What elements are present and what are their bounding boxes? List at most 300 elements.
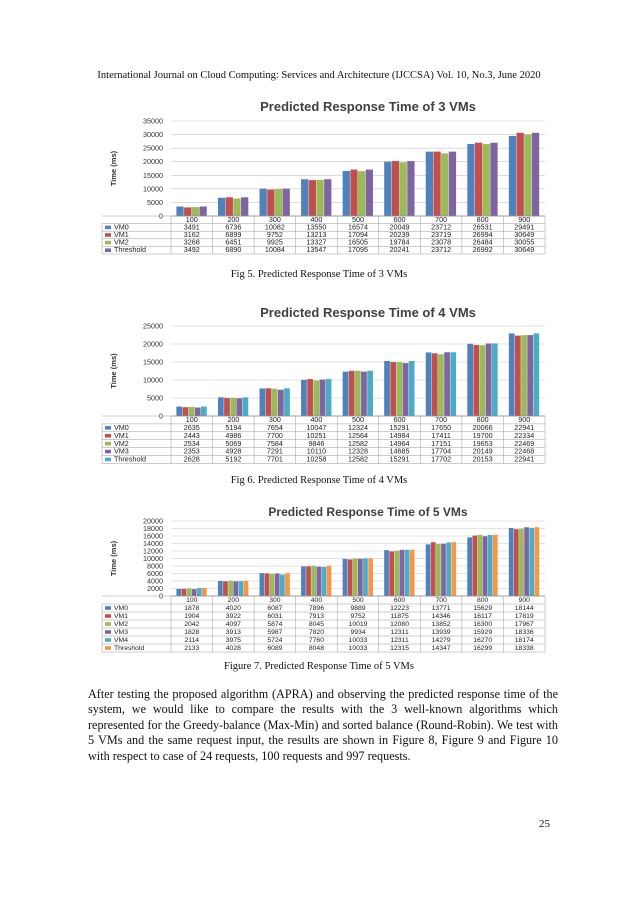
data-label: 18336 [514,629,534,637]
bar-vm0-400 [301,179,308,216]
x-tick-label: 900 [518,597,530,605]
data-label: 12328 [348,446,368,456]
data-label: 23719 [431,230,452,239]
data-label: 3922 [225,613,241,621]
bar-vm2-300 [270,574,275,596]
data-label: 9925 [266,237,283,247]
bar-vm2-900 [521,335,527,416]
bar-vm0-900 [509,136,516,216]
bar-vm2-200 [233,198,240,216]
chart-svg [92,97,548,265]
bar-threshold-800 [492,343,498,416]
data-label: 19784 [389,237,410,247]
data-label: 20149 [472,446,493,456]
legend-label: VM3 [114,629,128,637]
y-tick-label: 5000 [147,197,163,207]
bar-vm2-500 [353,558,358,596]
y-tick-label: 2000 [147,584,163,593]
x-tick-label: 500 [352,415,364,425]
data-label: 9889 [350,605,366,613]
legend-swatch [105,434,111,438]
x-tick-label: 300 [269,597,281,605]
bar-vm2-400 [311,566,316,596]
chart-svg [92,505,548,659]
bar-vm2-600 [400,162,407,216]
bar-vm0-500 [343,372,349,416]
bar-vm2-100 [187,588,192,596]
data-label: 26992 [472,245,493,255]
data-label: 10033 [348,645,368,653]
y-tick-label: 15000 [143,170,163,180]
data-label: 14964 [389,438,410,448]
x-tick-label: 100 [185,214,198,224]
legend-swatch [105,458,111,462]
data-label: 3975 [225,637,241,645]
y-tick-label: 10000 [143,184,163,194]
bar-vm4-100 [197,588,202,596]
data-label: 2534 [183,438,200,448]
figure-6-caption: Fig 6. Predicted Response Time of 4 VMs [230,475,408,486]
bar-vm1-600 [390,362,396,416]
bar-vm3-700 [444,352,450,416]
data-label: 16299 [473,645,493,653]
x-tick-label: 300 [268,214,281,224]
chart-title: Predicted Response Time of 4 VMs [260,305,476,320]
y-tick-label: 15000 [143,357,163,367]
legend-swatch [105,450,111,454]
bar-threshold-700 [450,352,456,416]
bar-vm0-400 [301,380,307,416]
x-tick-label: 600 [393,415,406,425]
legend-label: VM1 [114,613,128,621]
data-label: 18174 [514,637,534,645]
bar-vm2-300 [272,389,278,416]
data-label: 26994 [472,230,493,239]
bar-threshold-400 [326,379,332,416]
data-label: 26484 [472,237,493,247]
data-label: 12311 [390,629,409,637]
data-label: 12582 [348,438,368,448]
data-label: 10084 [264,245,285,255]
bar-vm0-800 [467,144,474,216]
bar-vm1-200 [224,398,230,416]
bar-vm3-500 [358,559,363,596]
bar-threshold-500 [366,170,373,216]
data-label: 30055 [514,237,535,247]
legend-label: Threshold [114,454,146,464]
bar-vm1-900 [517,133,524,216]
legend-label: VM3 [114,446,129,456]
data-label: 23712 [431,245,452,255]
data-label: 13547 [306,245,327,255]
bar-threshold-100 [202,588,207,596]
legend-swatch [105,606,111,610]
x-tick-label: 400 [310,597,323,605]
legend-swatch [105,638,111,642]
x-tick-label: 300 [268,415,281,425]
data-label: 4986 [225,430,242,440]
figure-7-caption: Figure 7. Predicted Response Time of 5 VMs [224,661,414,672]
data-label: 9752 [350,613,366,621]
data-label: 5724 [267,637,283,645]
y-tick-label: 35000 [143,116,163,126]
bar-vm1-400 [307,379,313,416]
bar-vm1-400 [306,566,311,596]
data-label: 13327 [306,237,327,247]
bar-vm1-300 [266,388,272,416]
data-label: 4028 [225,645,241,653]
bar-vm0-100 [176,407,182,416]
data-label: 10251 [306,430,327,440]
bar-vm2-800 [478,535,483,596]
bar-vm1-500 [350,170,357,216]
bar-vm4-900 [529,528,534,596]
bar-vm0-700 [426,352,432,416]
bar-vm0-800 [467,344,473,416]
bar-threshold-900 [533,333,539,416]
bar-vm0-300 [260,388,266,416]
bar-vm1-200 [223,581,228,596]
bar-threshold-400 [327,566,332,596]
data-label: 3268 [183,237,200,247]
data-label: 6736 [225,222,242,232]
x-tick-label: 200 [227,597,240,605]
data-label: 20241 [389,245,410,255]
bar-vm0-200 [218,198,225,216]
bar-vm2-700 [438,354,444,416]
y-axis-label: Time (ms) [109,540,118,577]
bar-vm3-800 [486,343,492,416]
data-label: 2353 [183,446,200,456]
x-tick-label: 900 [518,214,531,224]
legend-label: VM4 [114,637,128,645]
bar-vm3-400 [316,567,321,596]
y-tick-label: 6000 [147,569,163,578]
bar-threshold-600 [410,550,415,596]
data-label: 17702 [431,454,452,464]
legend-swatch [105,622,111,626]
bar-vm3-800 [483,536,488,596]
bar-threshold-800 [490,143,497,216]
data-label: 22334 [514,430,535,440]
data-label: 12311 [390,637,409,645]
data-label: 9752 [266,230,283,239]
y-tick-label: 14000 [143,539,163,548]
bar-vm0-900 [509,528,514,596]
bar-vm3-900 [527,335,533,416]
data-label: 20239 [389,230,410,239]
legend-label: VM0 [114,605,128,613]
legend-swatch [105,614,111,618]
bar-vm1-700 [433,152,440,216]
data-label: 17411 [431,430,451,440]
legend-label: VM0 [114,423,129,432]
data-label: 7654 [266,423,283,432]
bar-vm0-300 [260,189,267,216]
page-number: 25 [539,818,550,830]
data-label: 3162 [183,230,200,239]
data-label: 12223 [390,605,410,613]
data-label: 1878 [184,605,200,613]
bar-vm4-500 [363,558,368,596]
y-tick-label: 30000 [143,130,163,140]
data-label: 7701 [266,454,283,464]
y-tick-label: 16000 [143,531,163,541]
data-label: 11875 [390,613,409,621]
x-tick-label: 700 [435,597,447,605]
data-label: 9846 [308,438,325,448]
bar-threshold-700 [449,152,456,216]
data-label: 29491 [514,222,535,232]
y-tick-label: 20000 [143,339,163,349]
bar-vm3-200 [233,581,238,596]
data-label: 8048 [308,645,325,653]
data-label: 20066 [472,423,493,432]
x-tick-label: 900 [518,415,531,425]
data-label: 2133 [184,645,200,653]
data-label: 4020 [225,605,241,613]
data-label: 16270 [473,637,493,645]
data-label: 15629 [473,605,493,613]
legend-swatch [105,630,111,634]
y-tick-label: 25000 [143,143,163,153]
data-label: 15291 [389,454,410,464]
y-tick-label: 4000 [147,576,163,586]
x-tick-label: 200 [227,214,240,224]
data-label: 17819 [514,613,534,621]
y-tick-label: 8000 [147,561,163,571]
data-label: 6451 [225,237,242,247]
bar-threshold-300 [284,388,290,416]
data-label: 12080 [390,621,410,629]
data-label: 26531 [472,222,493,232]
data-label: 7291 [266,446,283,456]
bar-vm3-300 [275,574,280,596]
data-label: 18144 [514,605,534,613]
y-tick-label: 10000 [143,554,163,563]
data-label: 16574 [348,222,368,232]
bar-vm1-500 [348,559,353,596]
data-label: 1828 [184,629,200,637]
bar-vm2-300 [275,189,282,216]
data-label: 10047 [306,423,327,432]
bar-vm3-100 [192,589,197,596]
x-tick-label: 700 [435,214,448,224]
data-label: 2628 [183,454,200,464]
data-label: 5069 [225,438,242,448]
x-tick-label: 600 [393,597,406,605]
data-label: 2114 [184,637,200,645]
data-label: 2042 [184,621,200,629]
bar-vm4-700 [446,542,451,596]
figure-5-caption: Fig 5. Predicted Response Time of 3 VMs [230,269,408,280]
data-label: 22468 [514,446,535,456]
data-label: 12324 [348,423,368,432]
bar-vm1-400 [309,180,316,216]
bar-threshold-500 [367,371,373,416]
data-label: 5192 [225,454,242,464]
data-label: 4928 [225,446,242,456]
x-tick-label: 800 [476,214,489,224]
x-tick-label: 100 [185,415,198,425]
bar-vm3-600 [403,363,409,416]
data-label: 14347 [431,645,451,653]
y-tick-label: 18000 [143,524,163,533]
y-tick-label: 20000 [143,157,163,167]
chart-svg [92,300,548,470]
bar-vm3-900 [524,527,529,596]
y-tick-label: 0 [159,591,163,601]
data-label: 30649 [514,230,535,239]
data-label: 3492 [183,245,200,255]
bar-vm1-700 [432,353,438,416]
bar-vm0-500 [343,171,350,216]
data-label: 2635 [183,423,200,432]
bar-vm2-900 [519,529,524,596]
x-tick-label: 800 [476,597,489,605]
legend-swatch [105,241,111,245]
bar-vm3-700 [441,544,446,596]
bar-threshold-200 [241,197,248,216]
bar-threshold-100 [199,207,206,216]
data-label: 17095 [348,245,368,255]
data-label: 7700 [266,430,283,440]
bar-threshold-400 [324,179,331,216]
data-label: 19700 [472,430,493,440]
bar-vm0-200 [218,397,224,416]
bar-vm0-100 [176,589,181,596]
journal-header: International Journal on Cloud Computing: Services and Architecture (IJCCSA) Vol. 10, No.3, June 2020 [97,70,541,81]
y-axis-label: Time (ms) [109,353,118,389]
bar-threshold-100 [201,407,207,416]
legend-label: VM2 [114,621,128,629]
bar-vm1-800 [475,143,482,216]
bar-vm2-500 [355,371,361,416]
data-label: 7896 [308,605,325,613]
data-label: 5194 [225,423,242,432]
data-label: 13771 [431,605,451,613]
bar-threshold-700 [451,542,456,596]
data-label: 16117 [473,613,492,621]
chart-3-vms [92,97,548,265]
y-tick-label: 0 [159,411,163,421]
data-label: 5987 [267,629,283,637]
bar-vm4-400 [322,567,327,596]
data-label: 20049 [389,222,410,232]
data-label: 23078 [431,237,452,247]
bar-vm3-200 [236,398,242,416]
legend-swatch [105,226,111,230]
bar-threshold-200 [243,397,249,416]
bar-vm2-900 [524,134,531,216]
bar-threshold-500 [368,558,373,596]
x-tick-label: 100 [186,597,198,605]
data-label: 17704 [431,446,452,456]
data-label: 4097 [225,621,241,629]
data-label: 10019 [348,621,368,629]
bar-vm0-400 [301,566,306,596]
bar-vm2-400 [313,381,319,416]
data-label: 6899 [225,230,242,239]
y-axis-label: Time (ms) [109,150,118,187]
bar-vm4-800 [488,535,493,596]
chart-title: Predicted Response Time of 3 VMs [260,99,476,114]
y-tick-label: 25000 [143,321,163,331]
bar-vm1-800 [472,536,477,596]
bar-vm0-700 [426,152,433,216]
data-label: 12564 [348,430,368,440]
data-label: 20153 [472,454,493,464]
bar-vm1-600 [392,161,399,216]
legend-label: VM2 [114,237,129,247]
body-paragraph: After testing the proposed algorithm (APRA) and observing the predicted response time of the system, we would like to compare the results with the 3 well-known algorithms which represented for the Greedy-balance (Max-Min) and sorted balance (Round-Robin). We test with 5 VMs and the same request input, the results are shown in Figure 8, Figure 9 and Figure 10 with respect to case of 24 requests, 100 requests and 997 requests. [88,687,558,763]
data-label: 10110 [306,446,327,456]
bar-vm1-200 [226,197,233,216]
legend-swatch [105,646,111,650]
bar-threshold-600 [409,361,415,416]
bar-threshold-600 [407,161,414,216]
legend-label: VM2 [114,438,129,448]
bar-vm0-800 [467,537,472,596]
x-tick-label: 600 [393,214,406,224]
bar-vm0-200 [218,581,223,596]
bar-vm3-600 [400,550,405,596]
y-tick-label: 20000 [143,516,163,526]
data-label: 13852 [431,621,451,629]
x-tick-label: 700 [435,415,448,425]
bar-vm4-300 [280,575,285,596]
data-label: 6031 [267,613,283,621]
bar-vm4-600 [405,550,410,596]
legend-swatch [105,426,111,430]
chart-4-vms [92,300,548,470]
bar-vm2-500 [358,171,365,216]
y-tick-label: 12000 [143,546,163,556]
data-label: 6087 [267,605,283,613]
bar-vm2-800 [483,144,490,216]
data-label: 13939 [431,629,451,637]
bar-vm2-400 [316,180,323,216]
y-tick-label: 5000 [147,393,163,403]
data-label: 22941 [514,423,535,432]
legend-label: VM0 [114,222,129,232]
y-tick-label: 0 [159,211,163,221]
x-tick-label: 800 [476,415,489,425]
bar-vm0-500 [343,559,348,596]
bar-threshold-900 [534,527,539,596]
bar-vm1-300 [267,190,274,216]
x-tick-label: 400 [310,214,323,224]
x-tick-label: 200 [227,415,240,425]
legend-label: VM1 [114,430,129,440]
data-label: 10258 [306,454,327,464]
data-label: 6089 [267,645,283,653]
data-label: 15929 [473,629,493,637]
bar-vm0-600 [384,162,391,216]
bar-threshold-300 [283,189,290,216]
bar-vm0-600 [384,550,389,596]
bar-vm2-700 [436,544,441,596]
data-label: 15291 [389,423,410,432]
data-label: 1904 [184,613,200,621]
bar-vm3-300 [278,390,284,416]
data-label: 7760 [308,637,325,645]
chart-title: Predicted Response Time of 5 VMs [268,505,468,519]
data-label: 3913 [225,629,241,637]
bar-vm1-100 [182,589,187,596]
bar-vm0-300 [260,573,265,596]
data-label: 17967 [514,621,534,629]
